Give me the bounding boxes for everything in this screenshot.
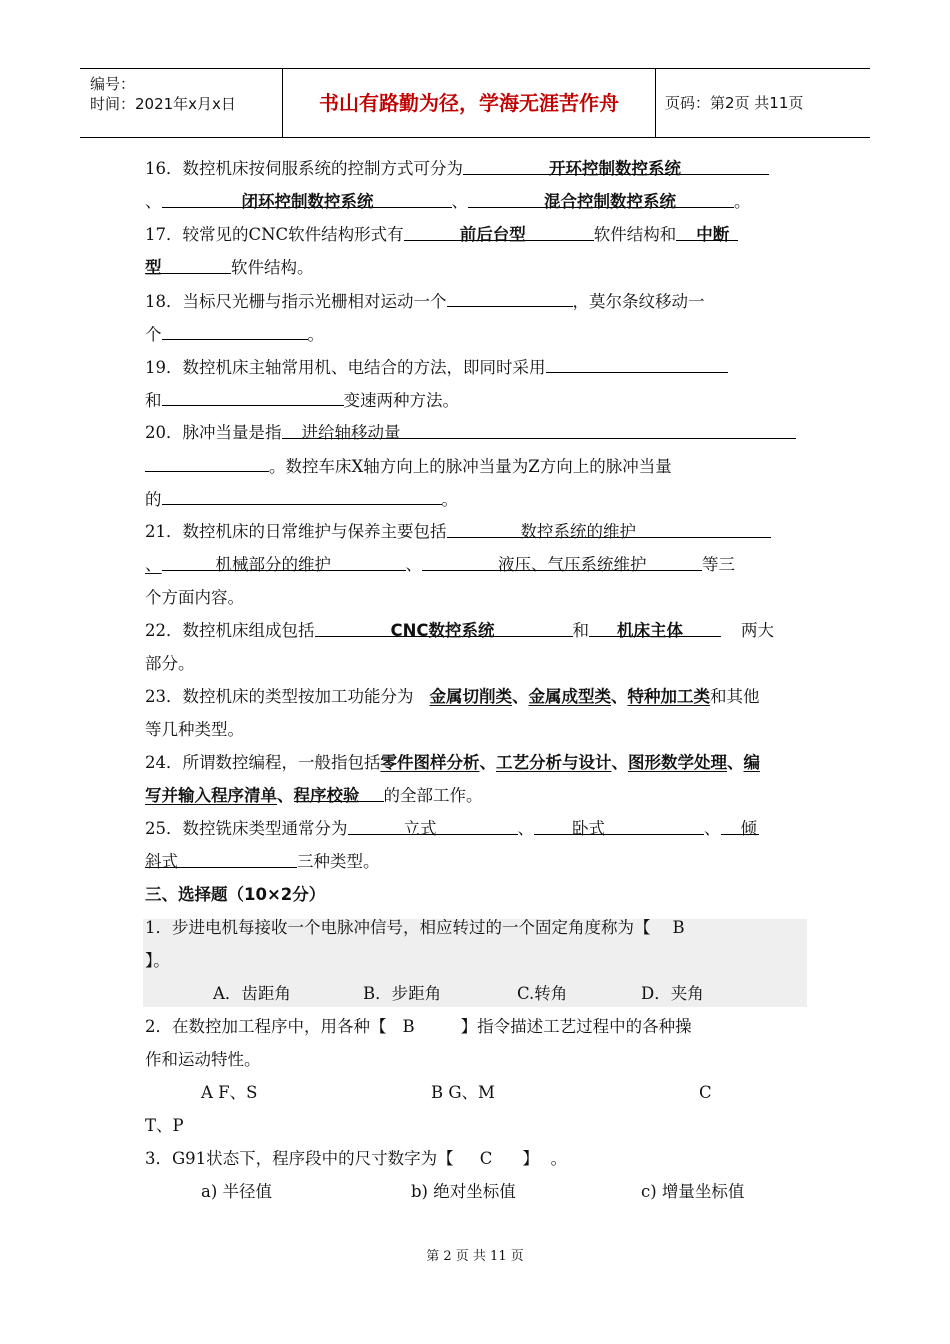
question-text: 作和运动特性。 bbox=[145, 1050, 261, 1069]
separator: 、 bbox=[512, 687, 529, 706]
question-text: 数控机床的类型按加工功能分为 bbox=[182, 687, 414, 706]
question-number: 16． bbox=[145, 159, 183, 178]
question-number: 20． bbox=[145, 423, 183, 442]
question-text: 等几种类型。 bbox=[145, 720, 244, 739]
question-text: 较常见的CNC软件结构形式有 bbox=[182, 225, 404, 244]
question-24-line-1 bbox=[145, 746, 815, 779]
answer-text: 立式 bbox=[403, 819, 437, 838]
question-19-line-1 bbox=[145, 350, 815, 383]
question-text: 软件结构和 bbox=[593, 225, 677, 244]
question-text: 和 bbox=[145, 391, 162, 410]
section-heading: 三、选择题（10×2分） bbox=[145, 885, 326, 904]
answer-text: 金属切削类 bbox=[429, 687, 512, 706]
question-19-line-2 bbox=[145, 383, 815, 416]
question-25-line-1 bbox=[145, 812, 815, 845]
page-footer: 第 2 页 共 11 页 bbox=[426, 1249, 524, 1264]
question-text: 脉冲当量是指 bbox=[182, 423, 282, 442]
question-20-line-3 bbox=[145, 482, 815, 515]
separator: 、 bbox=[405, 555, 422, 574]
separator: 、 bbox=[145, 192, 162, 211]
question-text: 个方面内容。 bbox=[145, 588, 244, 607]
question-25-line-2 bbox=[145, 845, 815, 878]
separator: 、 bbox=[704, 819, 721, 838]
question-number: 21． bbox=[145, 522, 183, 541]
question-text: 3．G91状态下，程序段中的尺寸数字为【 bbox=[145, 1149, 454, 1168]
answer-text: 程序校验 bbox=[293, 786, 360, 805]
answer-text: 中断 bbox=[696, 225, 730, 244]
answer-text: 型 bbox=[145, 258, 162, 277]
page-header bbox=[80, 68, 870, 138]
option-a: a) 半径值 bbox=[201, 1182, 273, 1201]
punctuation: 。 bbox=[734, 192, 751, 211]
choice-2-options bbox=[145, 1076, 815, 1109]
question-number: 19． bbox=[145, 358, 183, 377]
option-a: A F、S bbox=[201, 1083, 258, 1102]
question-text: 】指令描述工艺过程中的各种操 bbox=[460, 1017, 692, 1036]
header-page-info: 页码：第2页 共11页 bbox=[665, 94, 804, 112]
question-21-line-3 bbox=[145, 581, 815, 614]
header-motto: 书山有路勤为径，学海无涯苦作舟 bbox=[283, 69, 656, 137]
choice-1-options bbox=[145, 977, 815, 1010]
answer-blank bbox=[162, 185, 452, 211]
separator: 、 bbox=[611, 687, 628, 706]
answer-text: 特种加工类 bbox=[627, 687, 710, 706]
question-text: 所谓数控编程，一般指包括 bbox=[182, 753, 381, 772]
choice-1-line-1 bbox=[145, 911, 815, 944]
option-c: C bbox=[699, 1083, 712, 1102]
answer-blank bbox=[404, 218, 594, 244]
time-label: 时间：2021年x月x日 bbox=[90, 95, 236, 113]
separator: 、 bbox=[145, 555, 162, 574]
question-text: 和其他 bbox=[710, 687, 760, 706]
answer-blank bbox=[589, 614, 721, 640]
answer-text: CNC数控系统 bbox=[390, 621, 495, 640]
answer-blank bbox=[534, 812, 704, 838]
question-23-line-1 bbox=[145, 680, 815, 713]
question-number: 24． bbox=[145, 753, 183, 772]
choice-3-line-1 bbox=[145, 1142, 815, 1175]
answer-blank bbox=[162, 482, 442, 505]
question-number: 18． bbox=[145, 292, 183, 311]
option-b: b) 绝对坐标值 bbox=[411, 1182, 516, 1201]
separator: 、 bbox=[277, 786, 294, 805]
question-text: 个 bbox=[145, 325, 162, 344]
header-meta bbox=[80, 69, 283, 137]
bracket-close: 】 bbox=[522, 1149, 531, 1168]
answer-blank bbox=[282, 416, 796, 442]
question-text: 的全部工作。 bbox=[383, 786, 483, 805]
question-21-line-1 bbox=[145, 515, 815, 548]
answer-blank bbox=[162, 317, 308, 340]
question-text: 数控机床按伺服系统的控制方式可分为 bbox=[182, 159, 463, 178]
question-18-line-2 bbox=[145, 317, 815, 350]
answer-text: 倾 bbox=[740, 819, 757, 838]
option-b: B G、M bbox=[431, 1083, 495, 1102]
answer-blank bbox=[162, 383, 344, 406]
option-b: B．步距角 bbox=[363, 984, 442, 1003]
answer-text: 闭环控制数控系统 bbox=[241, 192, 374, 211]
answer-text: B bbox=[672, 918, 685, 937]
answer-blank bbox=[468, 185, 734, 211]
answer-text: 混合控制数控系统 bbox=[544, 192, 676, 211]
answer-text: 机械部分的维护 bbox=[215, 555, 331, 574]
question-23-line-2 bbox=[145, 713, 815, 746]
answer-blank bbox=[447, 515, 771, 541]
question-text: 。数控车床X轴方向上的脉冲当量为Z方向上的脉冲当量 bbox=[269, 457, 672, 476]
question-16-line-1 bbox=[145, 152, 815, 185]
question-text: 的 bbox=[145, 490, 162, 509]
question-24-line-2 bbox=[145, 779, 815, 812]
question-17-line-2 bbox=[145, 251, 815, 284]
answer-text: 斜式 bbox=[145, 852, 178, 871]
question-text: 数控机床组成包括 bbox=[182, 621, 315, 640]
question-text: 软件结构。 bbox=[231, 258, 314, 277]
option-c: C.转角 bbox=[517, 984, 568, 1003]
answer-text: 机床主体 bbox=[617, 621, 683, 640]
bracket-close: 】。 bbox=[145, 951, 170, 970]
question-text: 数控铣床类型通常分为 bbox=[182, 819, 348, 838]
answer-text: B bbox=[402, 1017, 415, 1036]
choice-2-options-cont bbox=[145, 1109, 815, 1142]
answer-blank bbox=[145, 449, 269, 472]
answer-text: C bbox=[479, 1149, 493, 1168]
answer-blank bbox=[422, 548, 702, 574]
punctuation: 。 bbox=[441, 490, 458, 509]
answer-text: 卧式 bbox=[572, 819, 605, 838]
question-22-line-2 bbox=[145, 647, 815, 680]
answer-blank bbox=[293, 779, 384, 805]
separator: 、 bbox=[611, 753, 628, 772]
question-text: ，莫尔条纹移动一 bbox=[572, 292, 705, 311]
code-label: 编号： bbox=[90, 75, 136, 93]
answer-text: 数控系统的维护 bbox=[520, 522, 636, 541]
question-18-line-1 bbox=[145, 284, 815, 317]
question-16-line-2 bbox=[145, 185, 815, 218]
choice-2-line-2 bbox=[145, 1043, 815, 1076]
choice-1-line-2 bbox=[145, 944, 815, 977]
question-number: 25． bbox=[145, 819, 183, 838]
question-22-line-1 bbox=[145, 614, 815, 647]
separator: 、 bbox=[727, 753, 744, 772]
option-a: A．齿距角 bbox=[213, 984, 291, 1003]
option-c: c) 增量坐标值 bbox=[641, 1182, 745, 1201]
question-text: 数控机床的日常维护与保养主要包括 bbox=[182, 522, 447, 541]
choice-3-options bbox=[145, 1175, 815, 1208]
question-text: 等三 bbox=[702, 555, 735, 574]
question-text: 当标尺光栅与指示光栅相对运动一个 bbox=[182, 292, 447, 311]
separator: 、 bbox=[479, 753, 496, 772]
answer-blank bbox=[145, 251, 231, 277]
answer-blank bbox=[721, 812, 759, 838]
answer-text: 写并输入程序清单 bbox=[145, 786, 277, 805]
question-text: 变速两种方法。 bbox=[343, 391, 459, 410]
answer-text: 液压、气压系统维护 bbox=[498, 555, 647, 574]
answer-text: 前后台型 bbox=[459, 225, 526, 244]
question-text: 和 bbox=[572, 621, 589, 640]
answer-text: 图形数学处理 bbox=[628, 753, 727, 772]
answer-text: 开环控制数控系统 bbox=[549, 159, 681, 178]
answer-blank bbox=[315, 614, 573, 640]
answer-blank bbox=[162, 548, 406, 574]
answer-text: 工艺分析与设计 bbox=[496, 753, 612, 772]
punctuation: 。 bbox=[307, 325, 324, 344]
question-number: 22． bbox=[145, 621, 183, 640]
question-21-line-2 bbox=[145, 548, 815, 581]
separator: 、 bbox=[517, 819, 534, 838]
separator: 、 bbox=[451, 192, 468, 211]
question-number: 17． bbox=[145, 225, 183, 244]
answer-blank bbox=[676, 218, 738, 244]
option-d: D．夹角 bbox=[641, 984, 704, 1003]
question-20-line-2 bbox=[145, 449, 815, 482]
question-text: 2．在数控加工程序中，用各种【 bbox=[145, 1017, 387, 1036]
answer-blank bbox=[463, 152, 769, 178]
punctuation: 。 bbox=[550, 1149, 568, 1168]
question-text: 部分。 bbox=[145, 654, 195, 673]
option-c-text: T、P bbox=[145, 1116, 184, 1135]
answer-blank bbox=[145, 845, 297, 871]
question-text: 三种类型。 bbox=[297, 852, 380, 871]
question-17-line-1 bbox=[145, 218, 815, 251]
answer-blank bbox=[447, 284, 573, 307]
question-text: 1．步进电机每接收一个电脉冲信号，相应转过的一个固定角度称为【 bbox=[145, 918, 651, 937]
choice-2-line-1 bbox=[145, 1010, 815, 1043]
answer-text: 金属成型类 bbox=[528, 687, 611, 706]
question-text: 数控机床主轴常用机、电结合的方法，即同时采用 bbox=[182, 358, 546, 377]
answer-text: 零件图样分析 bbox=[380, 753, 480, 772]
question-20-line-1 bbox=[145, 416, 815, 449]
question-number: 23． bbox=[145, 687, 183, 706]
answer-blank bbox=[348, 812, 518, 838]
answer-text: 编 bbox=[743, 753, 760, 772]
answer-blank bbox=[546, 350, 728, 373]
answer-text: 进给轴移动量 bbox=[301, 423, 401, 442]
document-body bbox=[145, 152, 815, 1208]
question-text: 两大 bbox=[741, 621, 774, 640]
